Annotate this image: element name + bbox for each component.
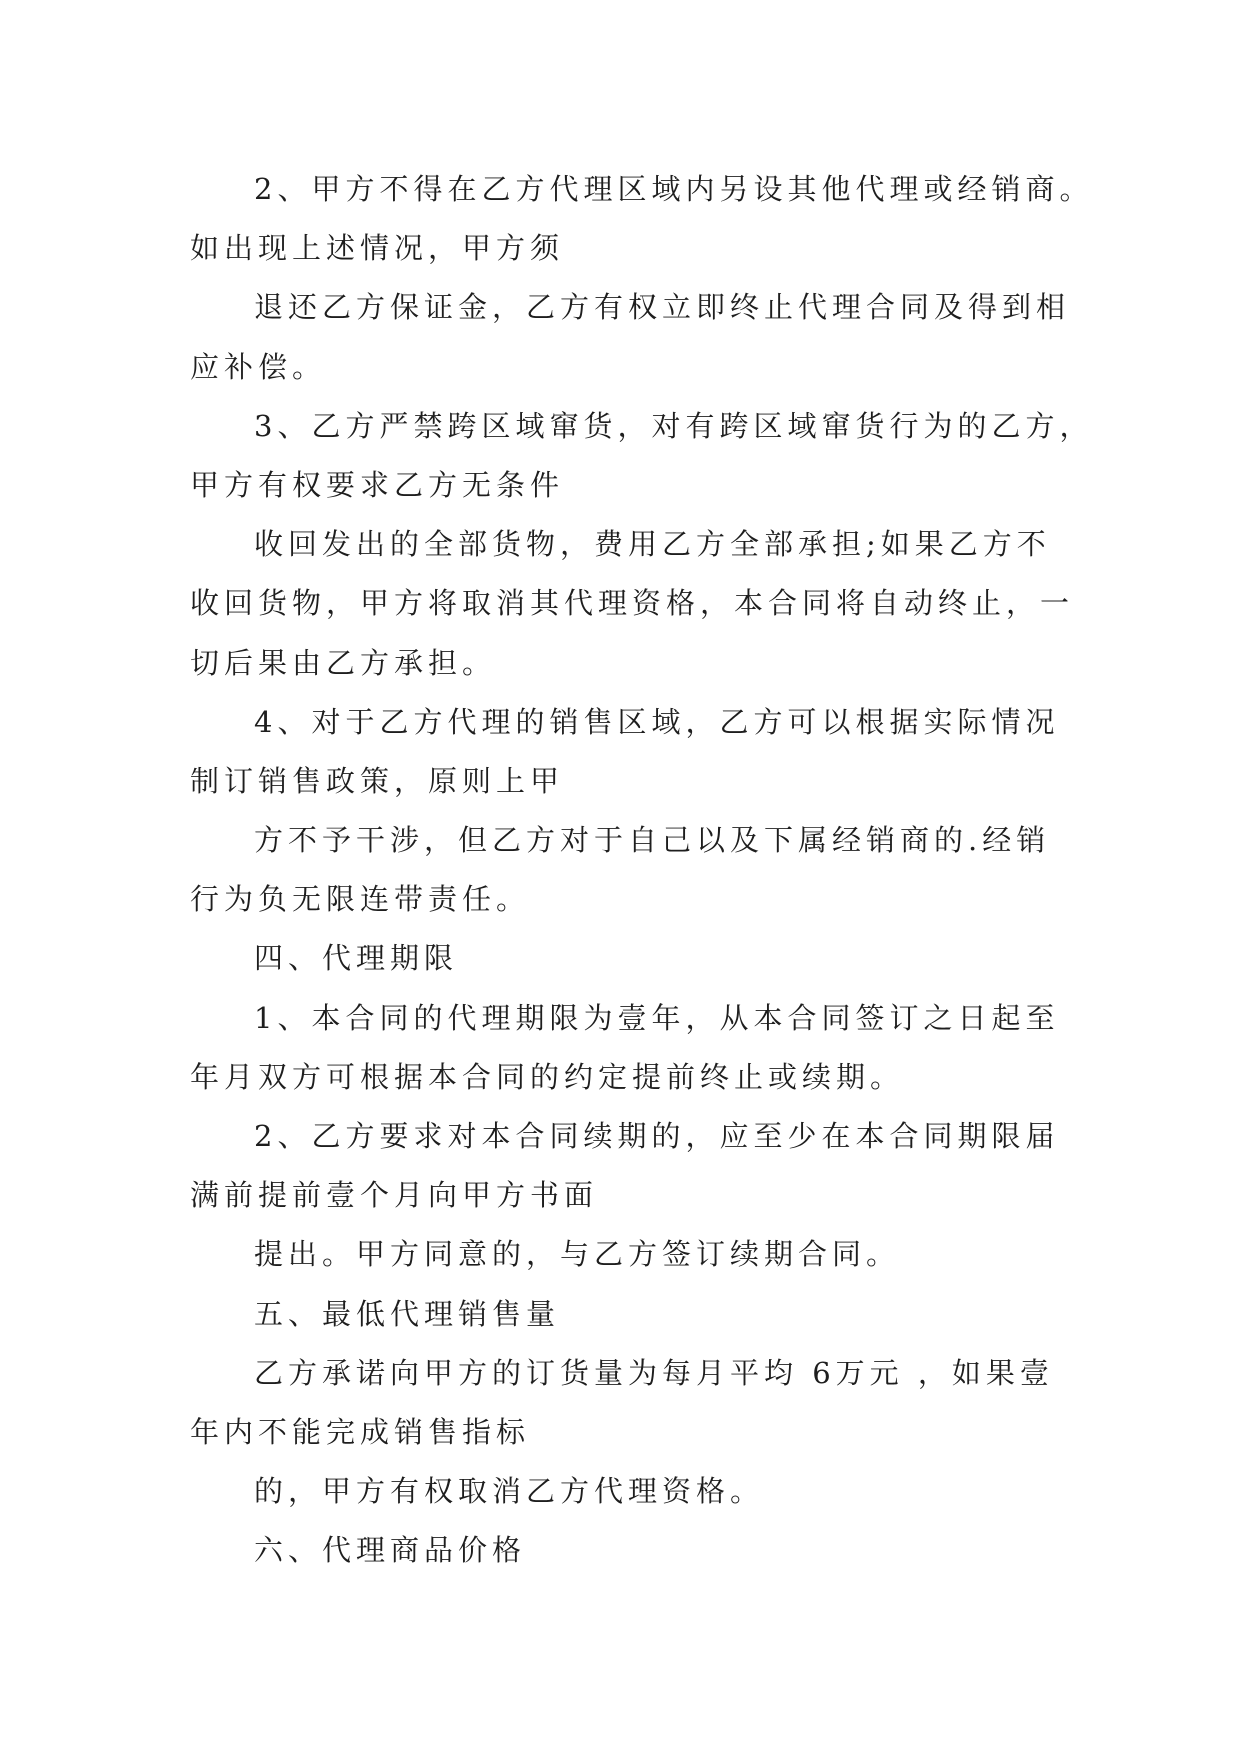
- text-line: 4、对于乙方代理的销售区域，乙方可以根据实际情况: [254, 704, 1060, 739]
- text-line: 1、本合同的代理期限为壹年，从本合同签订之日起至: [254, 1000, 1060, 1035]
- text-line: 如出现上述情况，甲方须: [190, 231, 565, 266]
- text-line: 收回发出的全部货物，费用乙方全部承担;如果乙方不: [254, 527, 1051, 562]
- text-line: 收回货物，甲方将取消其代理资格，本合同将自动终止，一: [190, 586, 1075, 621]
- text-line: 的，甲方有权取消乙方代理资格。: [254, 1474, 765, 1509]
- text-line: 3、乙方严禁跨区域窜货，对有跨区域窜货行为的乙方，: [254, 408, 1094, 443]
- text-line: 行为负无限连带责任。: [190, 882, 531, 917]
- text-line: 制订销售政策，原则上甲: [190, 763, 565, 798]
- text-line: 年月双方可根据本合同的约定提前终止或续期。: [190, 1059, 905, 1094]
- text-line: 退还乙方保证金，乙方有权立即终止代理合同及得到相: [254, 290, 1071, 325]
- text-line: 应补偿。: [190, 349, 327, 384]
- document-body: [190, 160, 1094, 1581]
- text-line: 切后果由乙方承担。: [190, 645, 497, 680]
- text-line: 乙方承诺向甲方的订货量为每月平均 6万元 ，如果壹: [254, 1355, 1054, 1390]
- text-line: 满前提前壹个月向甲方书面: [190, 1178, 599, 1213]
- text-line: 方不予干涉，但乙方对于自己以及下属经销商的.经销: [254, 823, 1051, 858]
- section-heading: 四、代理期限: [254, 941, 459, 976]
- section-heading: 六、代理商品价格: [254, 1533, 527, 1568]
- text-line: 年内不能完成销售指标: [190, 1414, 531, 1449]
- text-line: 提出。甲方同意的，与乙方签订续期合同。: [254, 1237, 901, 1272]
- text-line: 2、甲方不得在乙方代理区域内另设其他代理或经销商。: [254, 172, 1094, 206]
- text-line: 甲方有权要求乙方无条件: [190, 467, 565, 502]
- text-line: 2、乙方要求对本合同续期的，应至少在本合同期限届: [254, 1119, 1060, 1153]
- section-heading: 五、最低代理销售量: [254, 1296, 561, 1331]
